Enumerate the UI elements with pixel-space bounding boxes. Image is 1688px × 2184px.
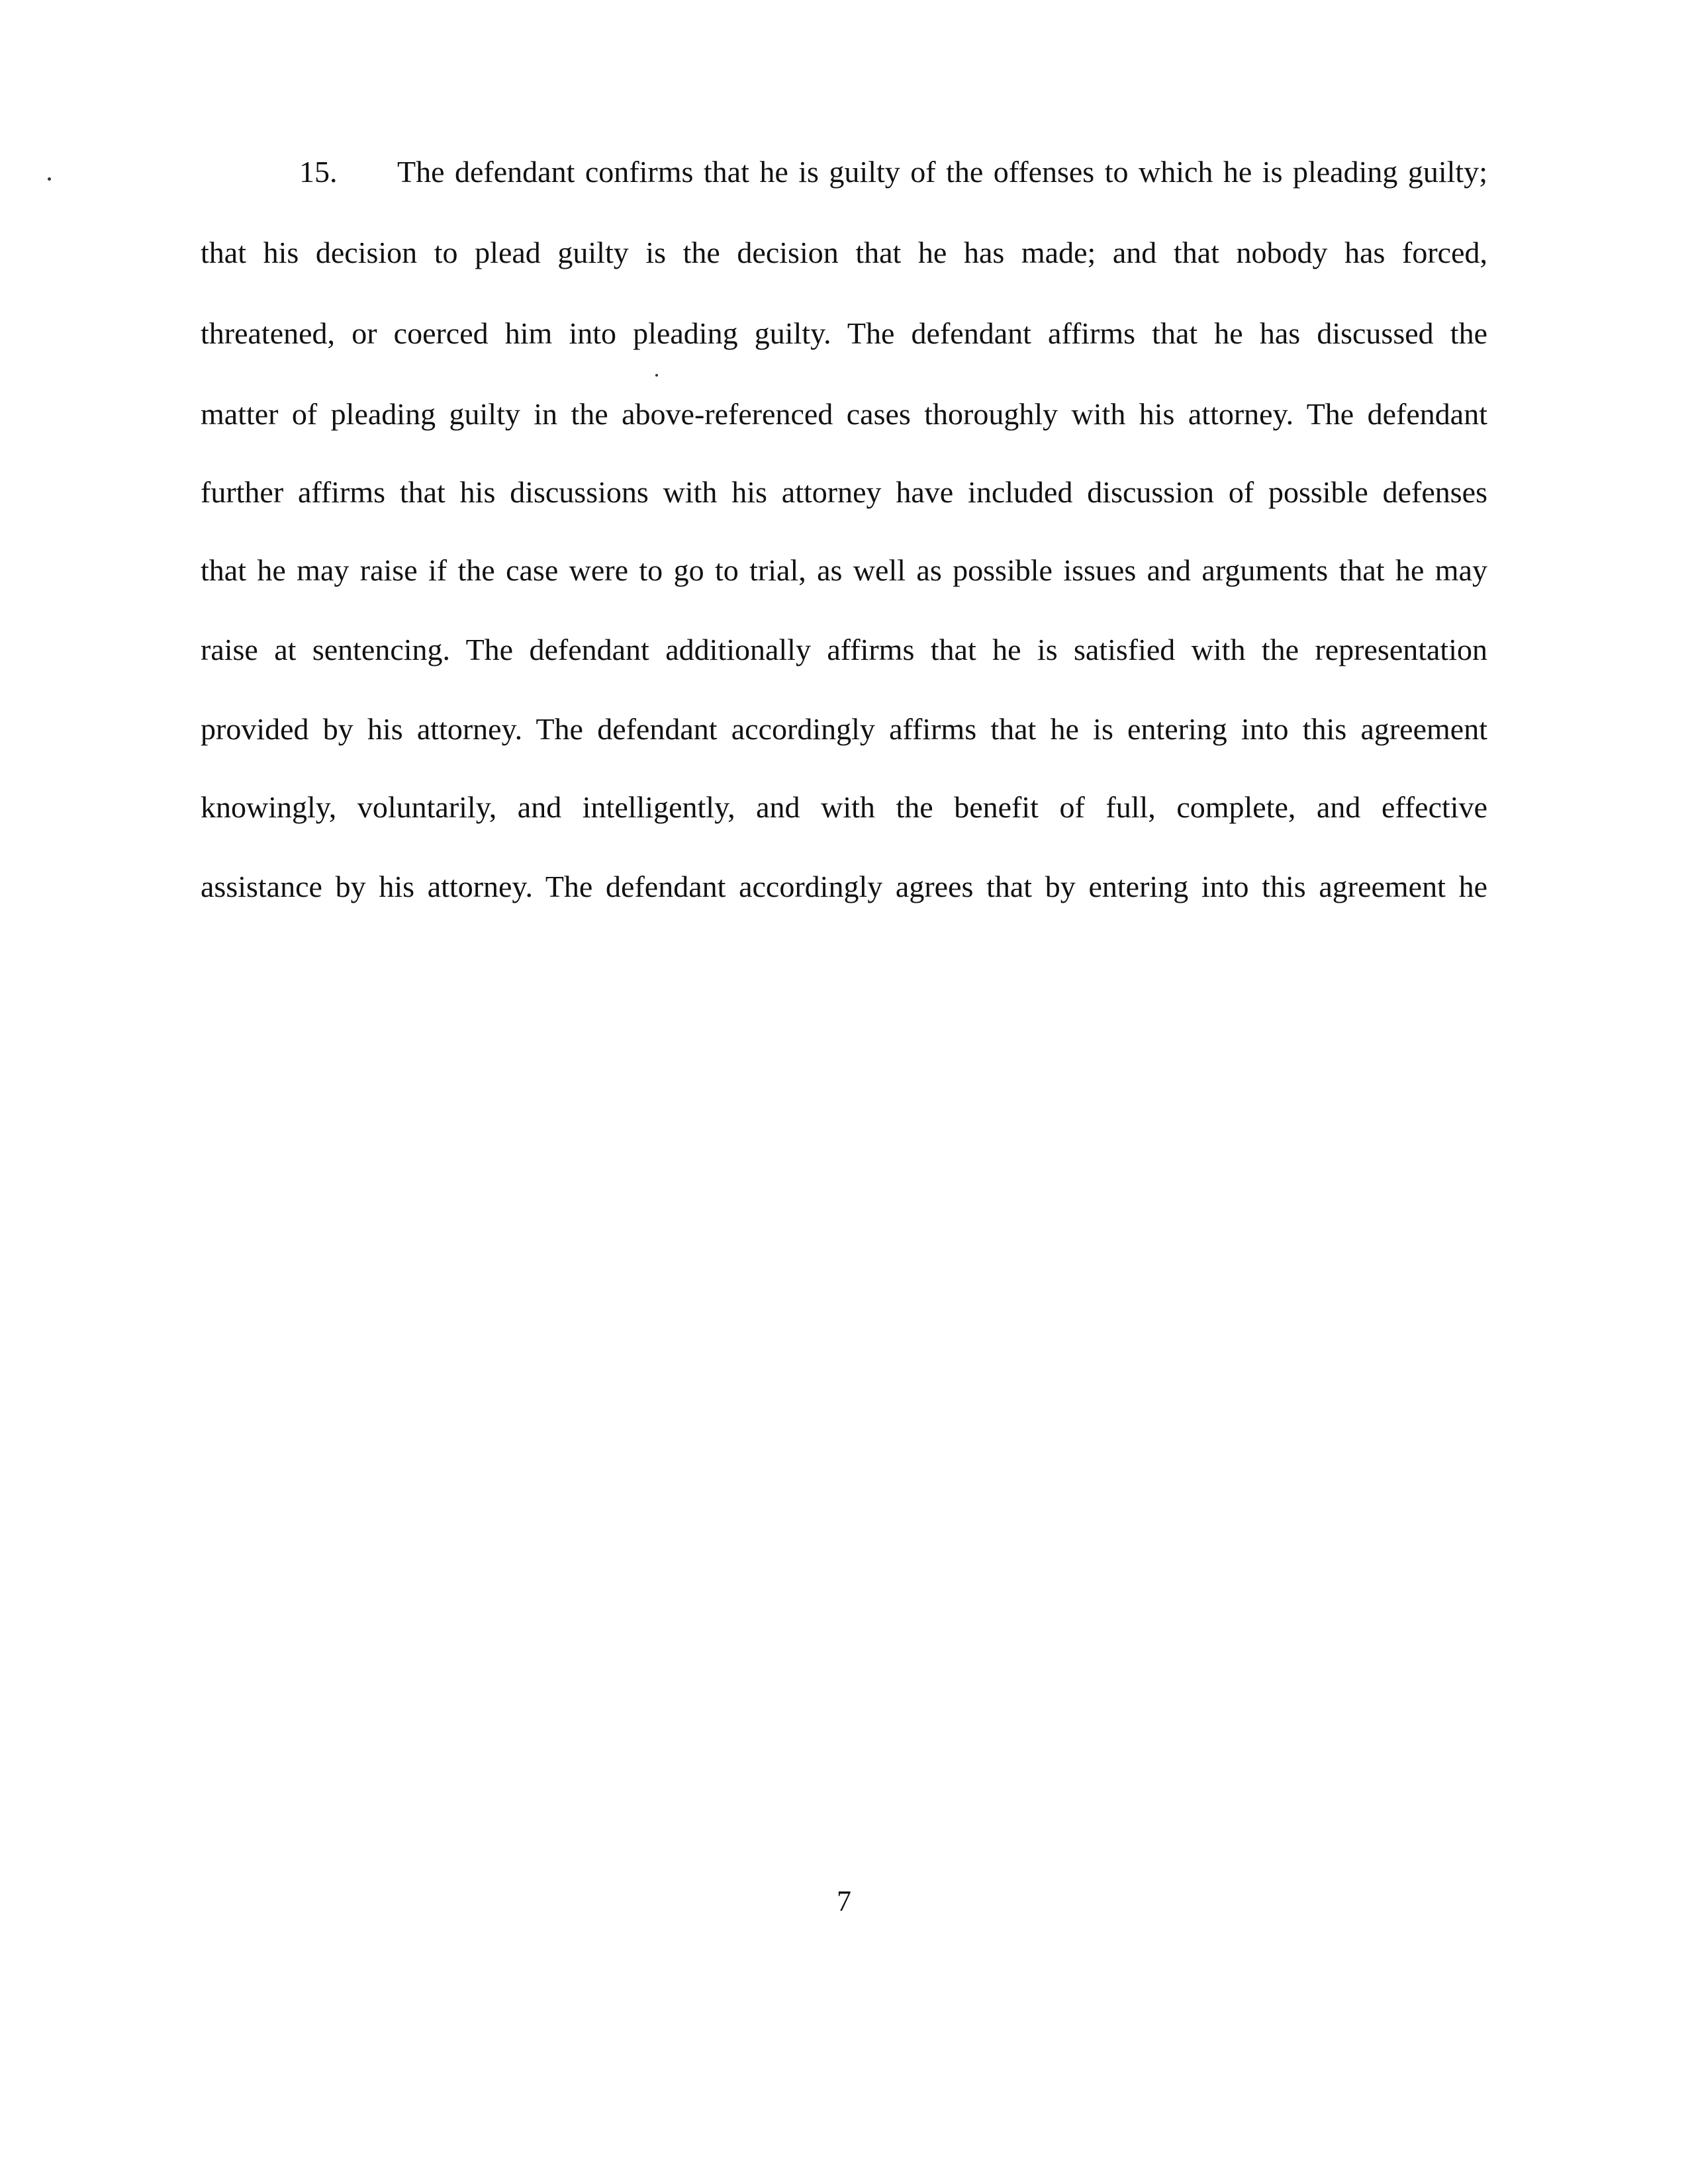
paragraph-line: that he may raise if the case were to go to trial, as well as possible issues and arguments that he may (201, 553, 1487, 587)
paragraph-number: 15. (299, 155, 338, 189)
paragraph-line: threatened, or coerced him into pleading guilty. The defendant affirms that he has discussed the (201, 316, 1487, 350)
paragraph-line: that his decision to plead guilty is the decision that he has made; and that nobody has forced, (201, 236, 1487, 269)
stray-mark (48, 177, 51, 181)
paragraph-line: further affirms that his discussions with his attorney have included discussion of possible defenses (201, 475, 1487, 509)
paragraph-line: matter of pleading guilty in the above-referenced cases thoroughly with his attorney. The defendant (201, 397, 1487, 431)
page-number: 7 (837, 1885, 851, 1917)
paragraph-line: provided by his attorney. The defendant accordingly affirms that he is entering into this agreement (201, 712, 1487, 746)
paragraph-line: The defendant confirms that he is guilty of the offenses to which he is pleading guilty; (397, 155, 1487, 189)
paragraph-line: assistance by his attorney. The defendant accordingly agrees that by entering into this agreement he (201, 870, 1487, 903)
stray-mark (655, 374, 658, 377)
paragraph-line: raise at sentencing. The defendant additionally affirms that he is satisfied with the representation (201, 633, 1487, 666)
paragraph-line: knowingly, voluntarily, and intelligently, and with the benefit of full, complete, and effective (201, 790, 1487, 824)
